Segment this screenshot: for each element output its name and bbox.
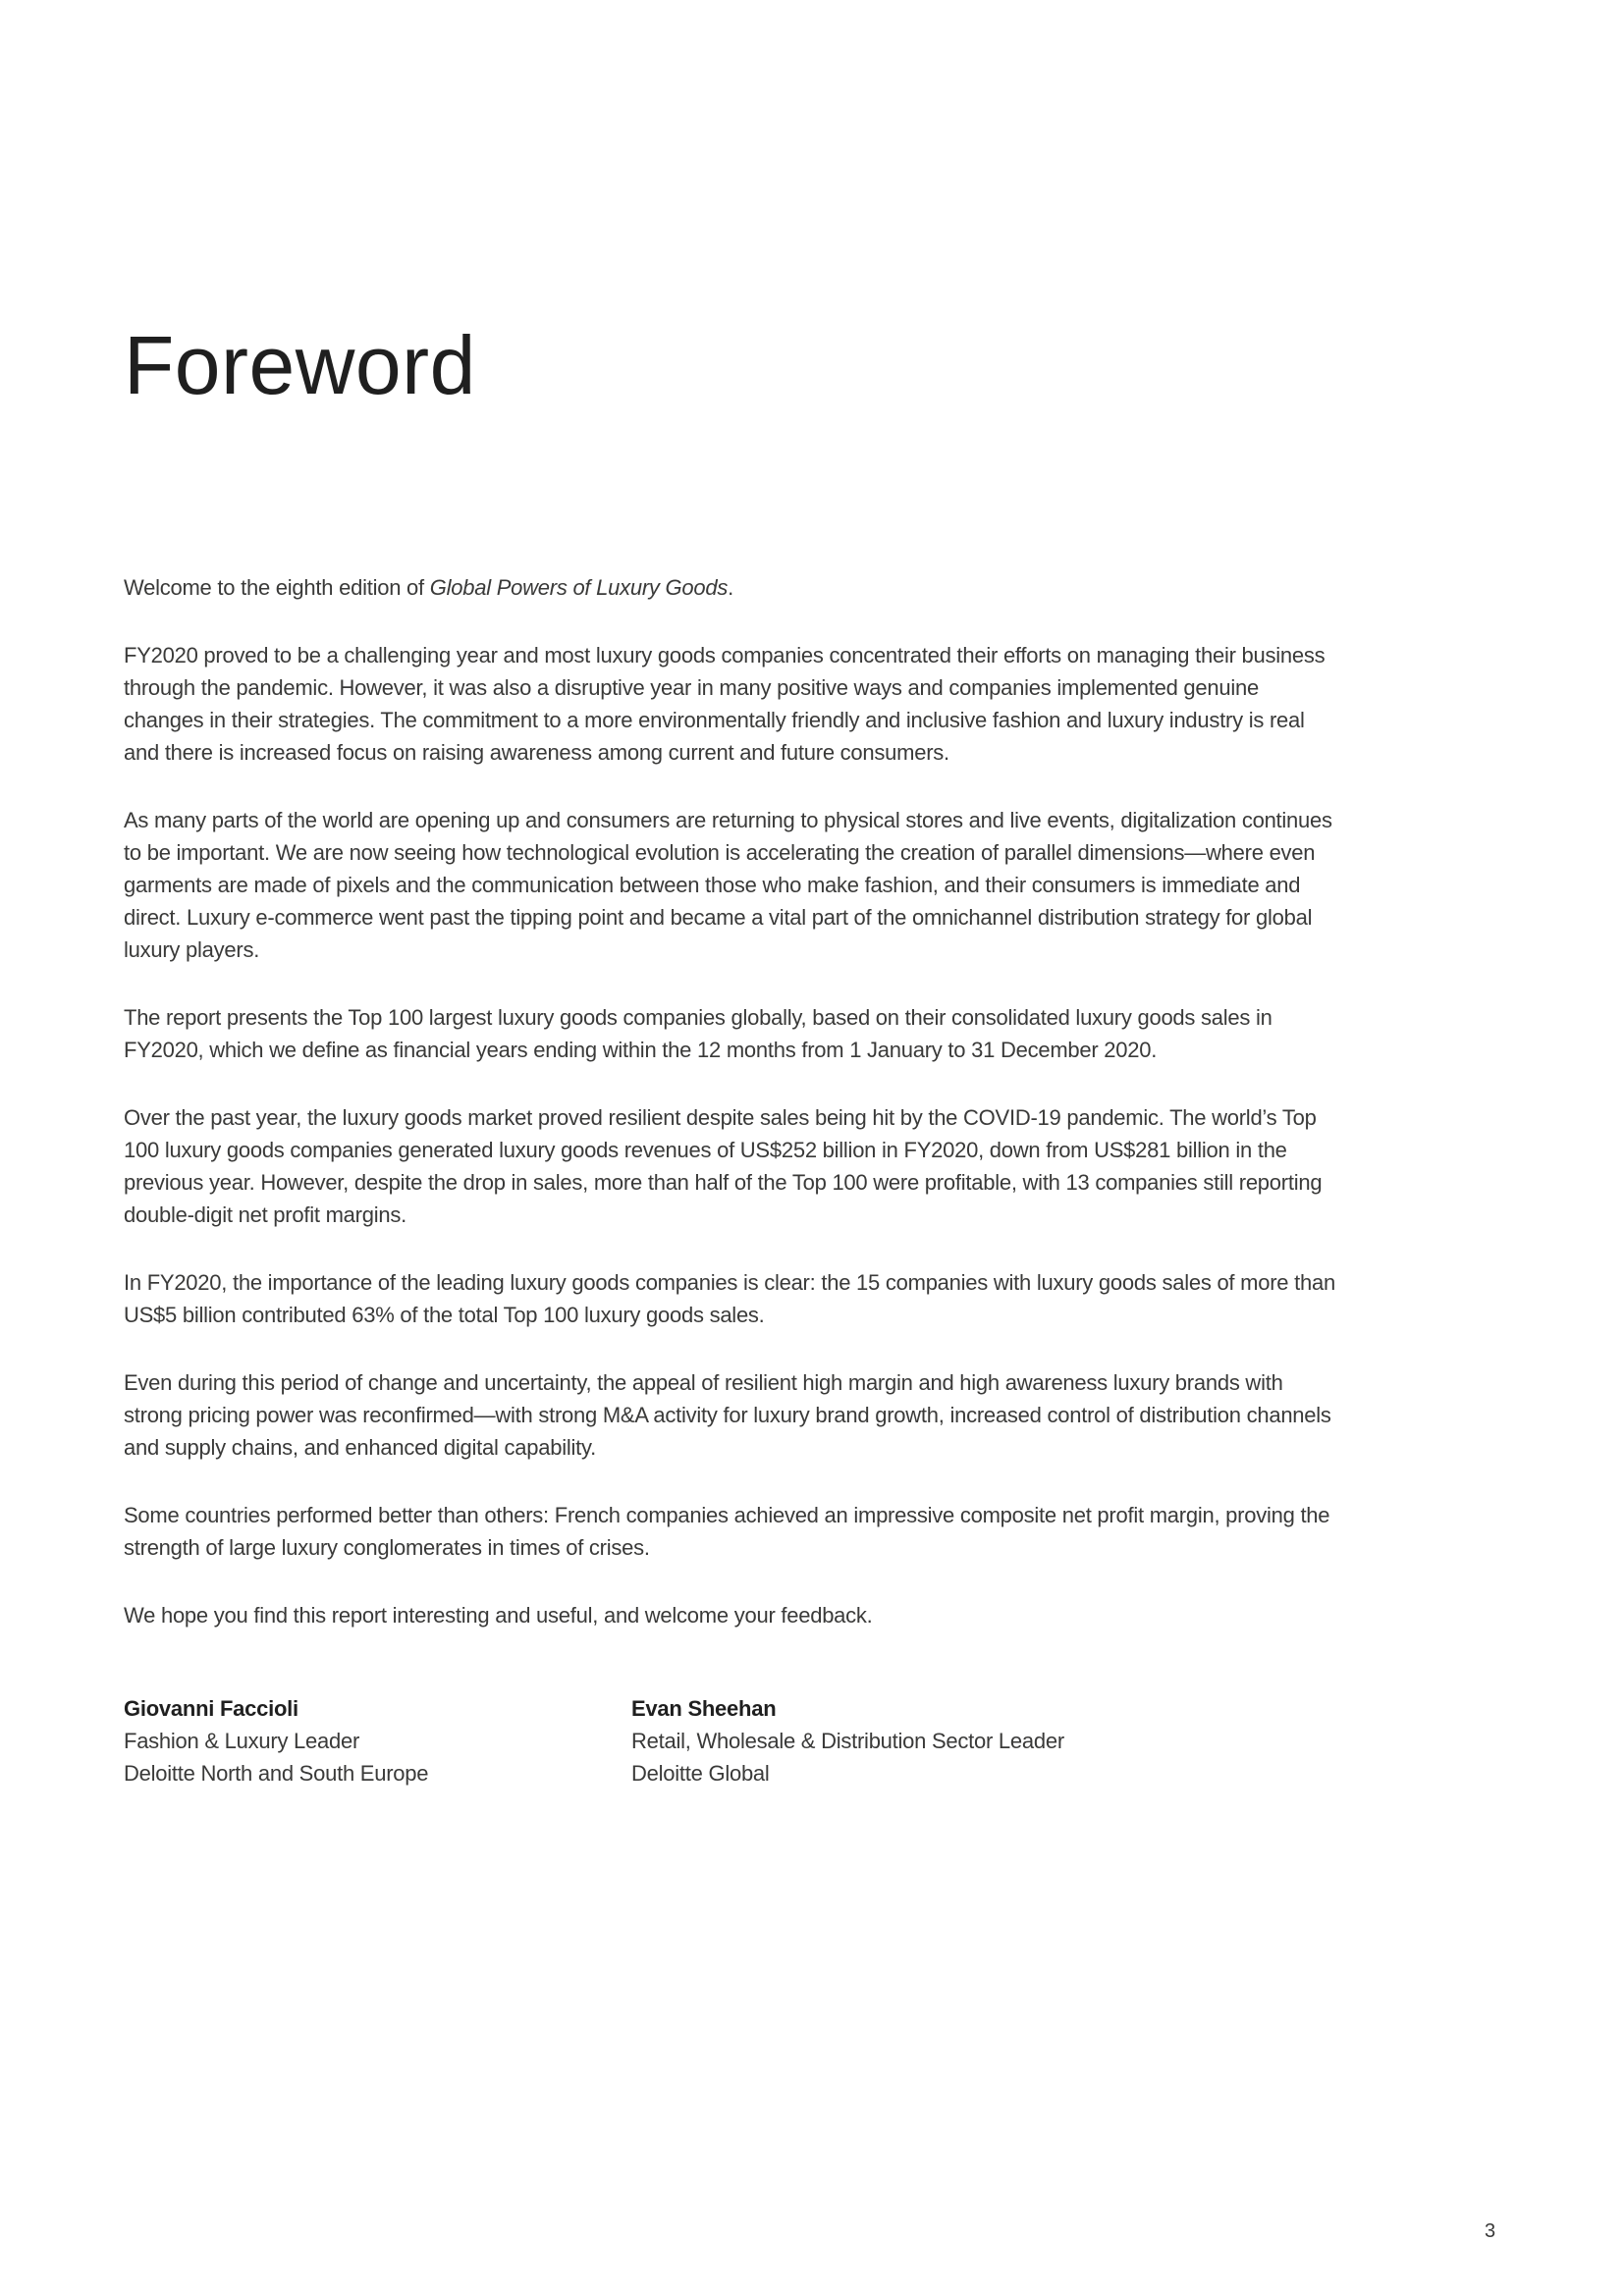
signature-role: Fashion & Luxury Leader bbox=[124, 1729, 360, 1753]
paragraph-market-resilient: Over the past year, the luxury goods market proved resilient despite sales being hit by the COVID-19 pandemic. The world’s Top 100 luxury goods companies generated luxury goods revenues of US$252 billion in FY2020, down from US$281 billion in the previous year. However, despite the drop in sales, more than half of the Top 100 were profitable, with 13 companies still reporting double-digit net profit margins. bbox=[124, 1105, 1323, 1227]
signatures bbox=[124, 1692, 1341, 1789]
paragraph-fy2020-challenging: FY2020 proved to be a challenging year and most luxury goods companies concentrated their efforts on managing their business through the pandemic. However, it was also a disruptive year in many positive ways and companies implemented genuine changes in their strategies. The commitment to a more environmentally friendly and inclusive fashion and luxury industry is real and there is increased focus on raising awareness among current and future consumers. bbox=[124, 643, 1326, 765]
paragraph-closing: We hope you find this report interesting and useful, and welcome your feedback. bbox=[124, 1603, 873, 1628]
signature-name: Giovanni Faccioli bbox=[124, 1696, 298, 1721]
paragraph-leading-companies: In FY2020, the importance of the leading luxury goods companies is clear: the 15 companies with luxury goods sales of more than US$5 billion contributed 63% of the total Top 100 luxury goods sales. bbox=[124, 1270, 1335, 1327]
intro-text-prefix: Welcome to the eighth edition of bbox=[124, 575, 430, 600]
signature-org: Deloitte Global bbox=[631, 1761, 770, 1786]
intro-text-suffix: . bbox=[728, 575, 733, 600]
foreword-section bbox=[124, 319, 1341, 1789]
signature-org: Deloitte North and South Europe bbox=[124, 1761, 429, 1786]
signature-evan-sheehan bbox=[631, 1692, 1064, 1789]
signature-name: Evan Sheehan bbox=[631, 1696, 777, 1721]
page-title: Foreword bbox=[124, 319, 476, 411]
paragraph-country-performance: Some countries performed better than others: French companies achieved an impressive composite net profit margin, proving the strength of large luxury conglomerates in times of crises. bbox=[124, 1503, 1330, 1560]
signature-role: Retail, Wholesale & Distribution Sector Leader bbox=[631, 1729, 1064, 1753]
paragraph-digitalization: As many parts of the world are opening up and consumers are returning to physical stores and live events, digitalization continues to be important. We are now seeing how technological evolution is accelerating the creation of parallel dimensions—where even garments are made of pixels and the communication between those who make fashion, and their consumers is immediate and direct. Luxury e-commerce went past the tipping point and became a vital part of the omnichannel distribution strategy for global luxury players. bbox=[124, 808, 1332, 962]
signature-giovanni-faccioli bbox=[124, 1692, 631, 1789]
paragraph-report-presents: The report presents the Top 100 largest luxury goods companies globally, based on their consolidated luxury goods sales in FY2020, which we define as financial years ending within the 12 months from 1 January to 31 December 2020. bbox=[124, 1005, 1272, 1062]
report-title-italic: Global Powers of Luxury Goods bbox=[429, 575, 729, 600]
intro-paragraph bbox=[124, 571, 1341, 604]
paragraph-brand-appeal: Even during this period of change and uncertainty, the appeal of resilient high margin and high awareness luxury brands with strong pricing power was reconfirmed—with strong M&A activity for luxury brand growth, increased control of distribution channels and supply chains, and enhanced digital capability. bbox=[124, 1370, 1331, 1460]
page-number: 3 bbox=[1485, 2220, 1496, 2242]
body-text bbox=[124, 571, 1341, 1631]
